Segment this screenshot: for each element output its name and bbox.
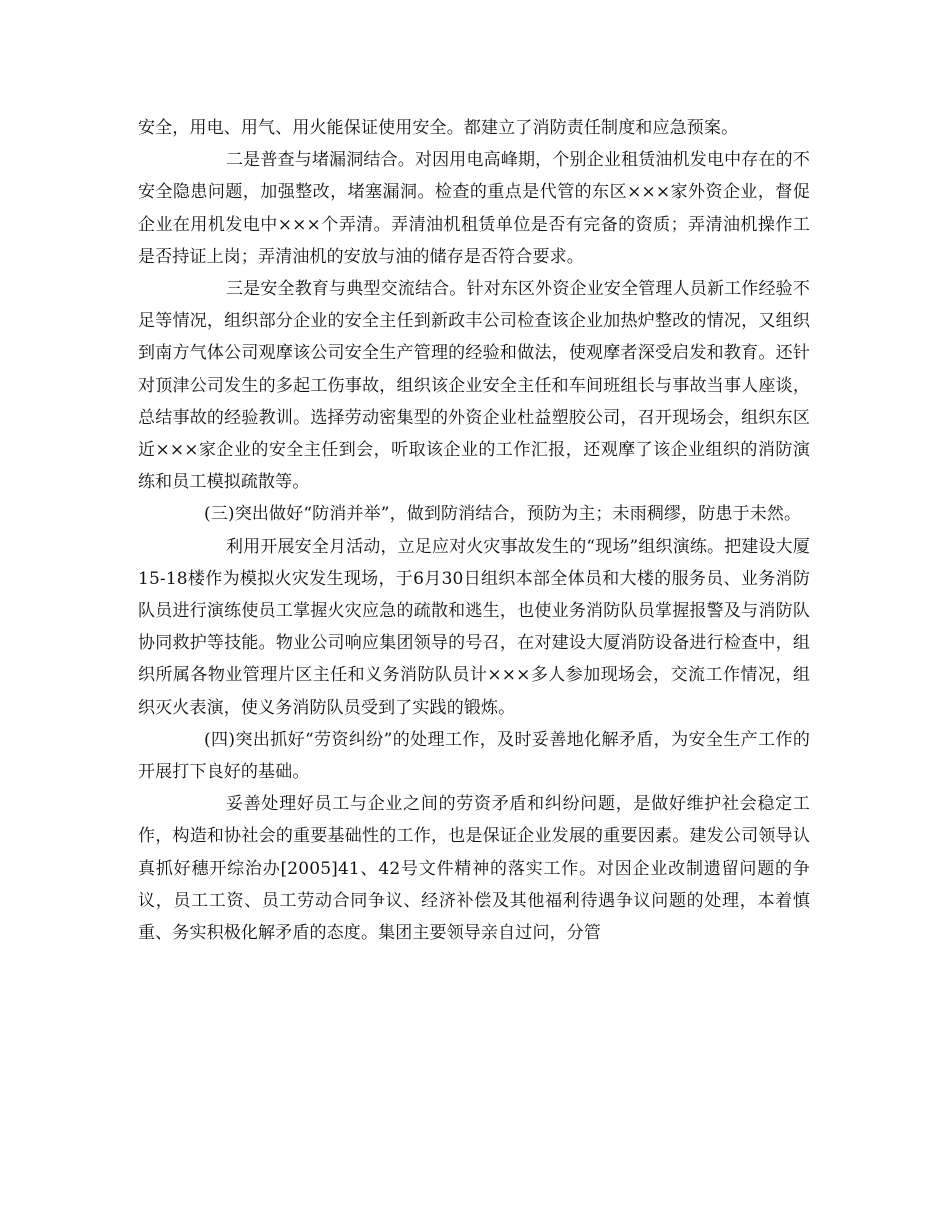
paragraph-inspection-plugging: 二是普查与堵漏洞结合。对因用电高峰期，个别企业租赁油机发电中存在的不安全隐患问题，加强整改，堵塞漏洞。检查的重点是代管的东区×××家外资企业，督促企业在用机发电中×××个弄清。弄清油机租赁单位是否有完备的资质；弄清油机操作工是否持证上岗；弄清油机的安放与油的储存是否符合要求。 <box>138 150 810 267</box>
document-body <box>138 112 810 949</box>
section-heading-3: (三)突出做好“防消并举”，做到防消结合，预防为主；未雨稠缪，防患于未然。 <box>204 504 802 525</box>
paragraph-labor-disputes: 妥善处理好员工与企业之间的劳资矛盾和纠纷问题，是做好维护社会稳定工作，构造和协社会的重要基础性的工作，也是保证企业发展的重要因素。建发公司领导认真抓好穗开综治办[2005]41、42号文件精神的落实工作。对因企业改制遗留问题的争议，员工工资、员工劳动合同争议、经济补偿及其他福利待遇争议问题的处理，本着慎重、务实积极化解矛盾的态度。集团主要领导亲自过问，分管 <box>138 794 810 944</box>
section-heading-4: (四)突出抓好“劳资纠纷”的处理工作，及时妥善地化解矛盾，为安全生产工作的开展打下良好的基础。 <box>138 729 810 783</box>
paragraph-fire-drill: 利用开展安全月活动，立足应对火灾事故发生的“现场”组织演练。把建设大厦15-18楼作为模拟火灾发生现场，于6月30日组织本部全体员和大楼的服务员、业务消防队员进行演练使员工掌握火灾应急的疏散和逃生，也使业务消防队员掌握报警及与消防队协同救护等技能。物业公司响应集团领导的号召，在对建设大厦消防设备进行检查中，组织所属各物业管理片区主任和义务消防队员计×××多人参加现场会，交流工作情况，组织灭火表演，使义务消防队员受到了实践的锻炼。 <box>138 536 810 718</box>
paragraph-safety-continuation: 安全，用电、用气、用火能保证使用安全。都建立了消防责任制度和应急预案。 <box>138 118 739 138</box>
paragraph-education-exchange: 三是安全教育与典型交流结合。针对东区外资企业安全管理人员新工作经验不足等情况，组织部分企业的安全主任到新政丰公司检查该企业加热炉整改的情况，又组织到南方气体公司观摩该公司安全生产管理的经验和做法，使观摩者深受启发和教育。还针对顶津公司发生的多起工伤事故，组织该企业安全主任和车间班组长与事故当事人座谈，总结事故的经验教训。选择劳动密集型的外资企业杜益塑胶公司，召开现场会，组织东区近×××家企业的安全主任到会，听取该企业的工作汇报，还观摩了该企业组织的消防演练和员工模拟疏散等。 <box>138 279 810 493</box>
